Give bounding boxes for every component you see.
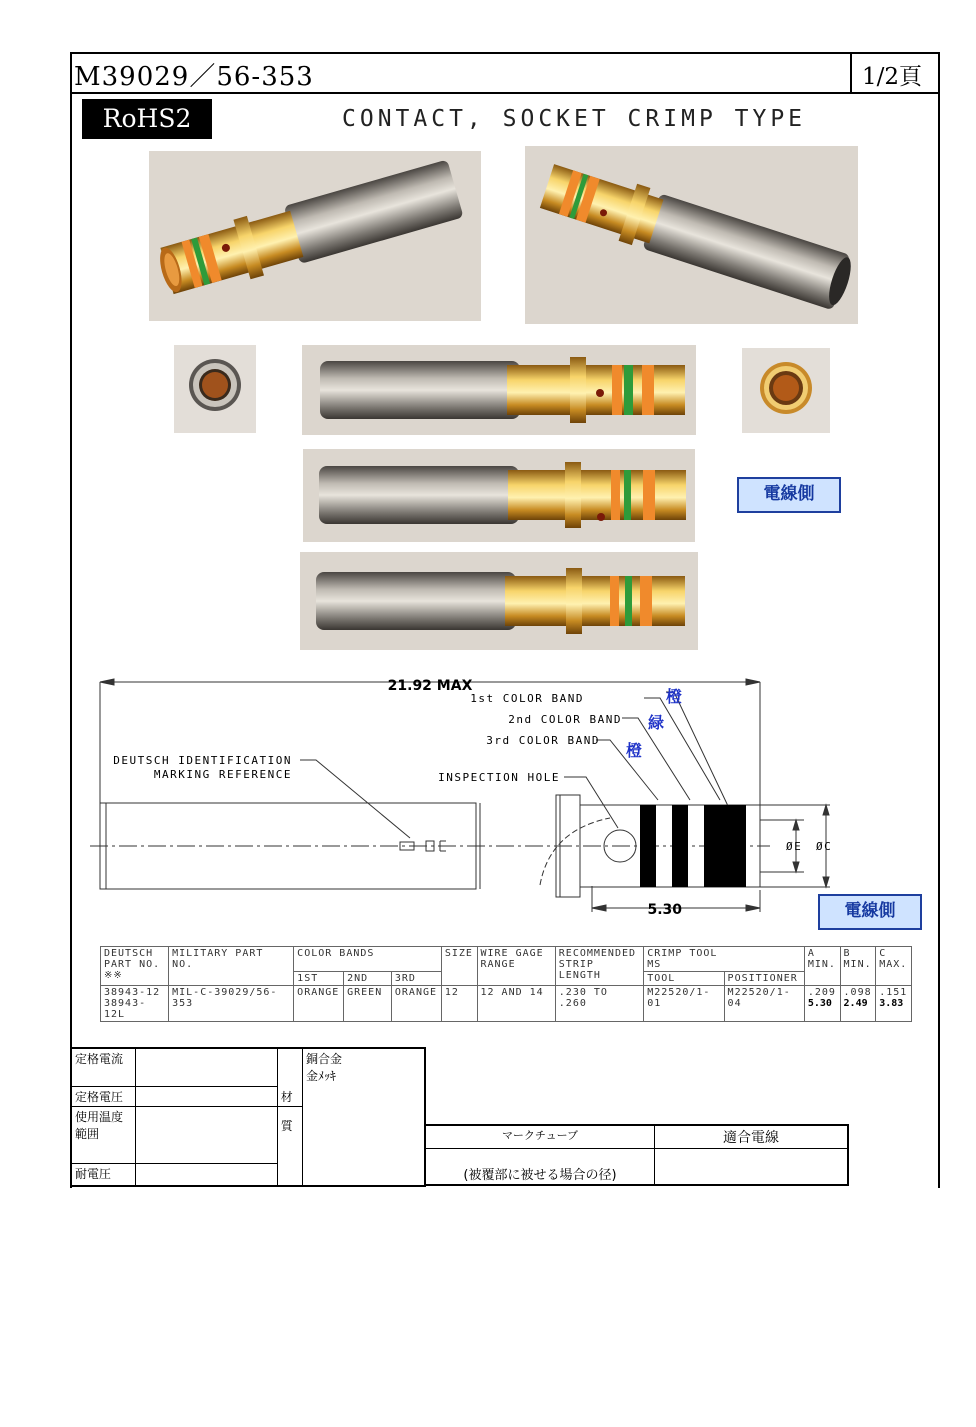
rated-voltage-label: 定格電圧 <box>71 1087 135 1107</box>
a-mm: 5.30 <box>807 998 832 1009</box>
tool: M22520/1-01 <box>644 986 724 1022</box>
temp-range-value <box>135 1107 277 1164</box>
part-number: M39029／56-353 <box>74 62 314 92</box>
wire-side-label-top: 電線側 <box>737 477 841 513</box>
positioner: M22520/1-04 <box>724 986 804 1022</box>
band-1st: ORANGE <box>294 986 344 1022</box>
h-1st: 1ST <box>294 972 344 986</box>
band-2nd: GREEN <box>344 986 392 1022</box>
inspection-hole-label: INSPECTION HOLE <box>438 771 560 784</box>
h-size: SIZE <box>441 947 477 986</box>
technical-drawing <box>70 660 936 940</box>
deutsch-id-line2: MARKING REFERENCE <box>153 768 292 781</box>
a-inch: .209 <box>807 987 836 998</box>
dia-e-label: ØE <box>786 840 803 853</box>
applicable-wire-value <box>655 1149 849 1186</box>
band-1-kanji: 橙 <box>666 687 683 706</box>
dia-c-label: ØC <box>816 840 833 853</box>
temp-range-label-2: 範囲 <box>75 1127 100 1142</box>
material-label-1: 材 <box>277 1048 302 1107</box>
b-inch: .098 <box>843 987 872 998</box>
photo-end-view-steel <box>174 345 256 433</box>
photo-side-view-2 <box>303 449 695 542</box>
photo-side-view-1 <box>302 345 696 435</box>
band-3rd: ORANGE <box>391 986 441 1022</box>
b-mm: 2.49 <box>843 998 868 1009</box>
withstand-voltage-value <box>135 1164 277 1186</box>
h-color-bands: COLOR BANDS <box>294 947 442 972</box>
material-value-1: 銅合金 <box>305 1052 342 1066</box>
h-tool: TOOL <box>644 972 724 986</box>
mark-tube-note: (被覆部に被せる場合の径) <box>425 1149 655 1186</box>
h-ms: MS <box>647 959 662 970</box>
c-inch: .151 <box>879 987 908 998</box>
h-deutsch: DEUTSCH PART NO. <box>104 948 161 970</box>
photo-end-view-gold <box>742 348 830 433</box>
h-a: A MIN. <box>804 947 840 986</box>
h-wire-gage: WIRE GAGE RANGE <box>477 947 555 986</box>
band-2-label: 2nd COLOR BAND <box>508 713 622 726</box>
mark-tube-label: マークチューブ <box>425 1125 655 1149</box>
deutsch-part-1: 38943-12 <box>104 987 161 998</box>
bottom-length-dim: 5.30 <box>647 902 682 918</box>
material-label-2: 質 <box>277 1107 302 1186</box>
band-2-mark <box>672 805 688 887</box>
photo-contact-angle-right <box>525 146 858 324</box>
withstand-voltage-label: 耐電圧 <box>71 1164 135 1186</box>
rated-current-value <box>135 1048 277 1087</box>
military-part: MIL-C-39029/56-353 <box>169 986 294 1022</box>
temp-range-label-1: 使用温度 <box>75 1110 124 1125</box>
photo-side-view-3 <box>300 552 698 650</box>
deutsch-part-2: 38943-12L <box>104 998 147 1020</box>
spec-table <box>100 946 912 1022</box>
h-deutsch-note: ※※ <box>104 970 123 981</box>
c-mm: 3.83 <box>879 998 904 1009</box>
band-3-mark <box>704 805 746 887</box>
h-crimp: CRIMP TOOL <box>647 948 718 959</box>
property-table <box>70 1047 426 1187</box>
band-1-label: 1st COLOR BAND <box>470 692 584 705</box>
h-c: C MAX. <box>876 947 912 986</box>
material-value-2: 金ﾒｯｷ <box>305 1069 336 1083</box>
wire-range: 12 AND 14 <box>477 986 555 1022</box>
h-2nd: 2ND <box>344 972 392 986</box>
h-positioner: POSITIONER <box>724 972 804 986</box>
photo-contact-angle-left <box>149 151 481 321</box>
page-number: 1/2頁 <box>862 64 923 90</box>
applicable-wire-label: 適合電線 <box>655 1125 849 1149</box>
wire-side-label-bottom: 電線側 <box>818 894 922 930</box>
page-box <box>850 52 938 92</box>
header-bar <box>70 52 938 94</box>
band-3-kanji: 橙 <box>626 741 643 760</box>
band-1-mark <box>640 805 656 887</box>
h-3rd: 3RD <box>391 972 441 986</box>
band-2-kanji: 緑 <box>648 713 665 732</box>
strip-length: .230 TO .260 <box>555 986 643 1022</box>
rated-current-label: 定格電流 <box>71 1048 135 1087</box>
h-strip: RECOMMENDED STRIP LENGTH <box>555 947 643 986</box>
page-title: CONTACT, SOCKET CRIMP TYPE <box>342 106 807 132</box>
h-military: MILITARY PART NO. <box>169 947 294 986</box>
wire-table <box>424 1124 849 1186</box>
size: 12 <box>441 986 477 1022</box>
deutsch-id-line1: DEUTSCH IDENTIFICATION <box>113 754 292 767</box>
rohs-badge: RoHS2 <box>82 99 212 139</box>
h-b: B MIN. <box>840 947 876 986</box>
overall-length-dim: 21.92 MAX <box>387 678 473 694</box>
rated-voltage-value <box>135 1087 277 1107</box>
band-3-label: 3rd COLOR BAND <box>486 734 600 747</box>
